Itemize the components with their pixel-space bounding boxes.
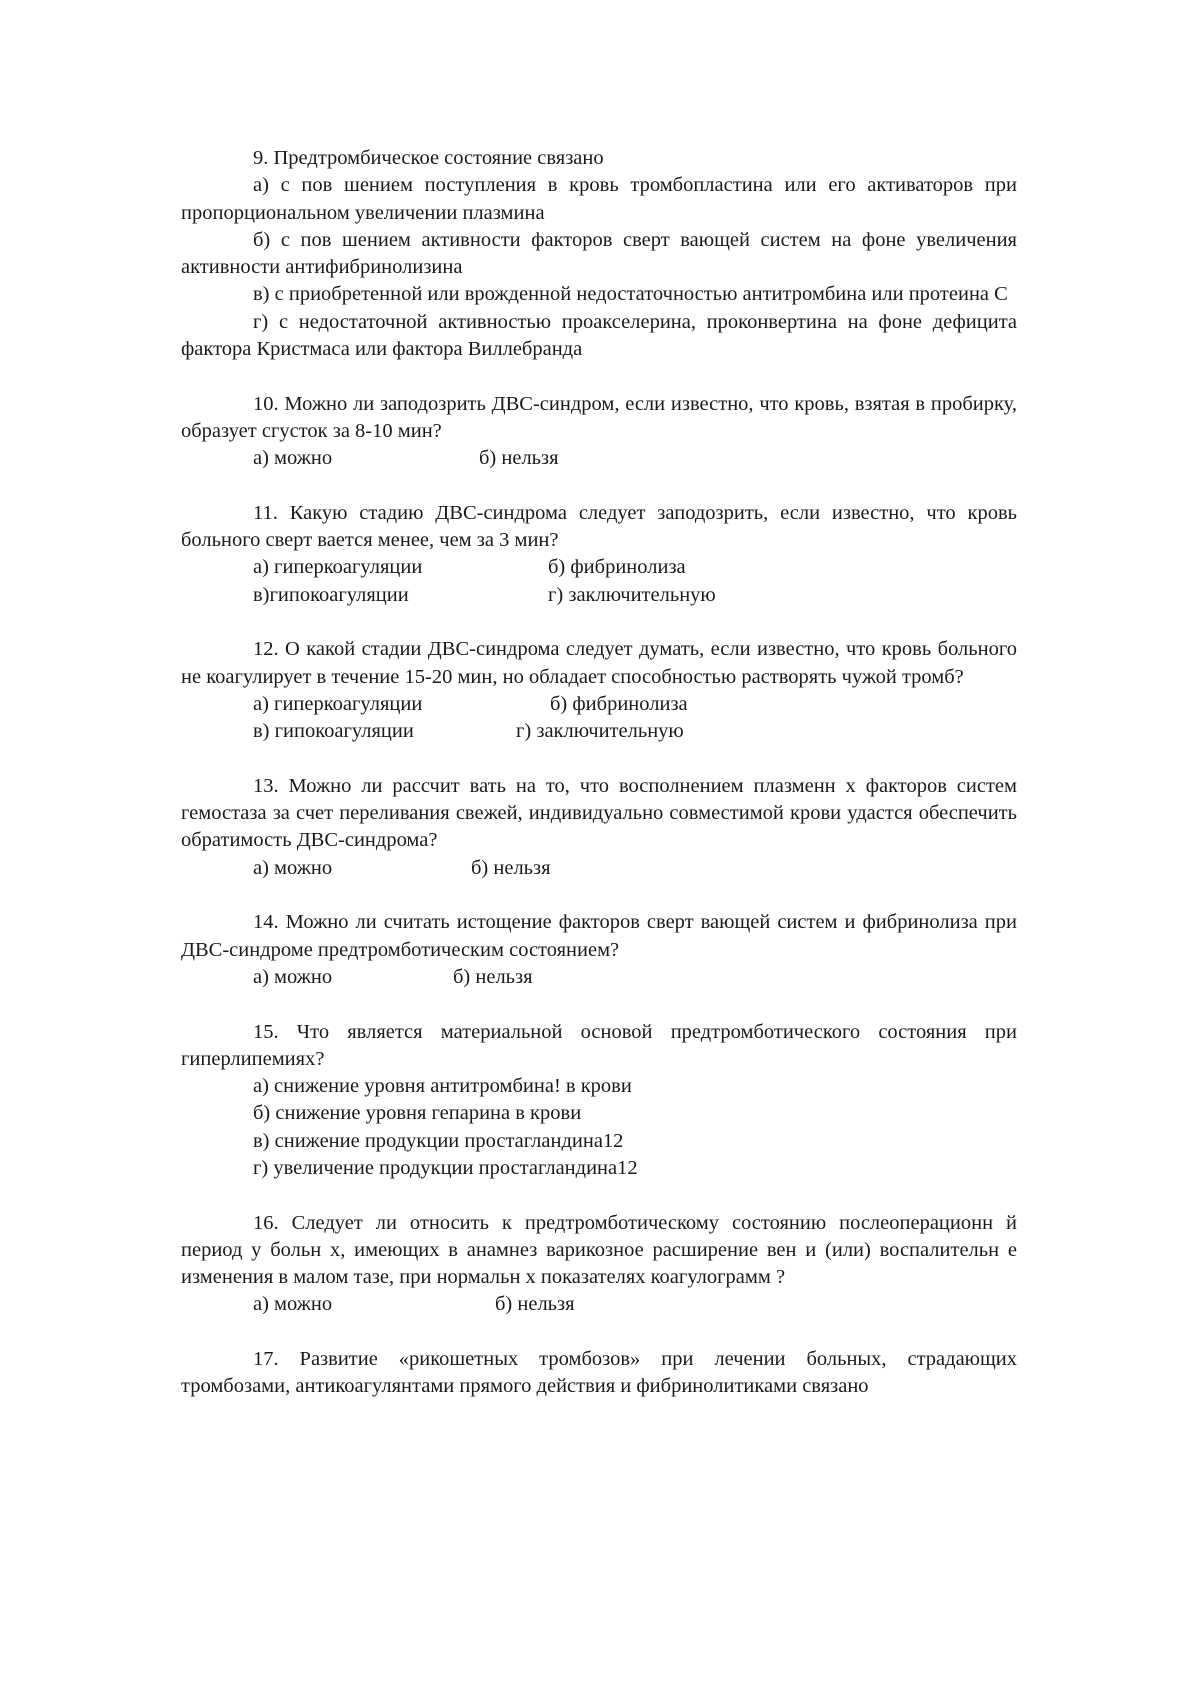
- answer-option: а) можно: [253, 965, 333, 988]
- question-13: [181, 773, 1017, 882]
- question-text: 15. Что является материальной основой предтромботического состояния при гиперлипемиях?: [181, 1020, 1017, 1070]
- answer-option: б) нельзя: [471, 856, 551, 879]
- answer-option: б) с пов шением активности факторов сверт вающей систем на фоне увеличения активности антифибринолизина: [181, 228, 1017, 279]
- answer-row: [181, 718, 1017, 745]
- answer-option: а) гиперкоагуляции: [253, 556, 423, 579]
- question-9: [181, 145, 1017, 363]
- question-14: [181, 909, 1017, 991]
- question-text: 13. Можно ли рассчит вать на то, что восполнением плазменн х факторов систем гемостаза за счет переливания свежей, индивидуально совместимой крови удастся обеспечить обратимость ДВС-синдрома?: [181, 774, 1017, 852]
- question-text: 9. Предтромбическое состояние связано: [253, 147, 604, 169]
- answer-option: в) снижение продукции простагландина12: [253, 1129, 624, 1152]
- answer-row: [181, 855, 1017, 882]
- answer-option: а) снижение уровня антитромбина! в крови: [253, 1075, 632, 1098]
- document-page: [181, 145, 1017, 1428]
- answer-option: б) фибринолиза: [550, 692, 688, 715]
- answer-option: а) можно: [253, 1293, 333, 1316]
- question-11: [181, 500, 1017, 609]
- question-text: 12. О какой стадии ДВС-синдрома следует думать, если известно, что кровь больного не коагулирует в течение 15-20 мин, но обладает способностью растворять чужой тромб?: [181, 638, 1017, 688]
- answer-option: б) снижение уровня гепарина в крови: [253, 1102, 582, 1125]
- answer-option: в) гипокоагуляции: [253, 720, 414, 743]
- question-text: 16. Следует ли относить к предтромботическому состоянию послеоперационн й период у больн х, имеющих в анамнез варикозное расширение вен и (или) воспалительн е изменения в малом тазе, при нормальн х показателях коагулограмм ?: [181, 1211, 1017, 1289]
- answer-option: г) заключительную: [516, 720, 684, 743]
- answer-option: в)гипокоагуляции: [253, 583, 409, 606]
- answer-row: [181, 964, 1017, 991]
- question-16: [181, 1210, 1017, 1319]
- answer-option: б) нельзя: [495, 1293, 575, 1316]
- answer-option: а) гиперкоагуляции: [253, 692, 423, 715]
- answer-row: [181, 1291, 1017, 1318]
- question-text: 17. Развитие «рикошетных тромбозов» при лечении больных, страдающих тромбозами, антикоагулянтами прямого действия и фибринолитиками связано: [181, 1348, 1017, 1398]
- answer-option: б) нельзя: [453, 965, 533, 988]
- question-text: 11. Какую стадию ДВС-синдрома следует заподозрить, если известно, что кровь больного сверт вается менее, чем за 3 мин?: [181, 501, 1017, 552]
- question-text: 10. Можно ли заподозрить ДВС-синдром, если известно, что кровь, взятая в пробирку, образует сгусток за 8-10 мин?: [181, 392, 1017, 442]
- answer-option: г) увеличение продукции простагландина12: [253, 1156, 638, 1179]
- question-15: [181, 1019, 1017, 1183]
- answer-option: а) можно: [253, 447, 333, 470]
- question-text: 14. Можно ли считать истощение факторов сверт вающей систем и фибринолиза при ДВС-синдроме предтромботическим состоянием?: [181, 911, 1017, 961]
- answer-row: [181, 582, 1017, 609]
- answer-option: б) нельзя: [479, 447, 559, 470]
- answer-option: в) с приобретенной или врожденной недостаточностью антитромбина или протеина С: [253, 283, 1008, 306]
- question-17: [181, 1346, 1017, 1401]
- question-12: [181, 636, 1017, 745]
- answer-option: а) с пов шением поступления в кровь тромбопластина или его активаторов при пропорциональном увеличении плазмина: [181, 174, 1017, 224]
- answer-option: г) с недостаточной активностью проакселерина, проконвертина на фоне дефицита фактора Кристмаса или фактора Виллебранда: [181, 310, 1017, 361]
- answer-option: а) можно: [253, 856, 333, 879]
- answer-row: [181, 691, 1017, 718]
- answer-option: г) заключительную: [548, 583, 716, 606]
- answer-row: [181, 554, 1017, 581]
- question-10: [181, 391, 1017, 473]
- answer-row: [181, 445, 1017, 472]
- answer-option: б) фибринолиза: [548, 556, 686, 579]
